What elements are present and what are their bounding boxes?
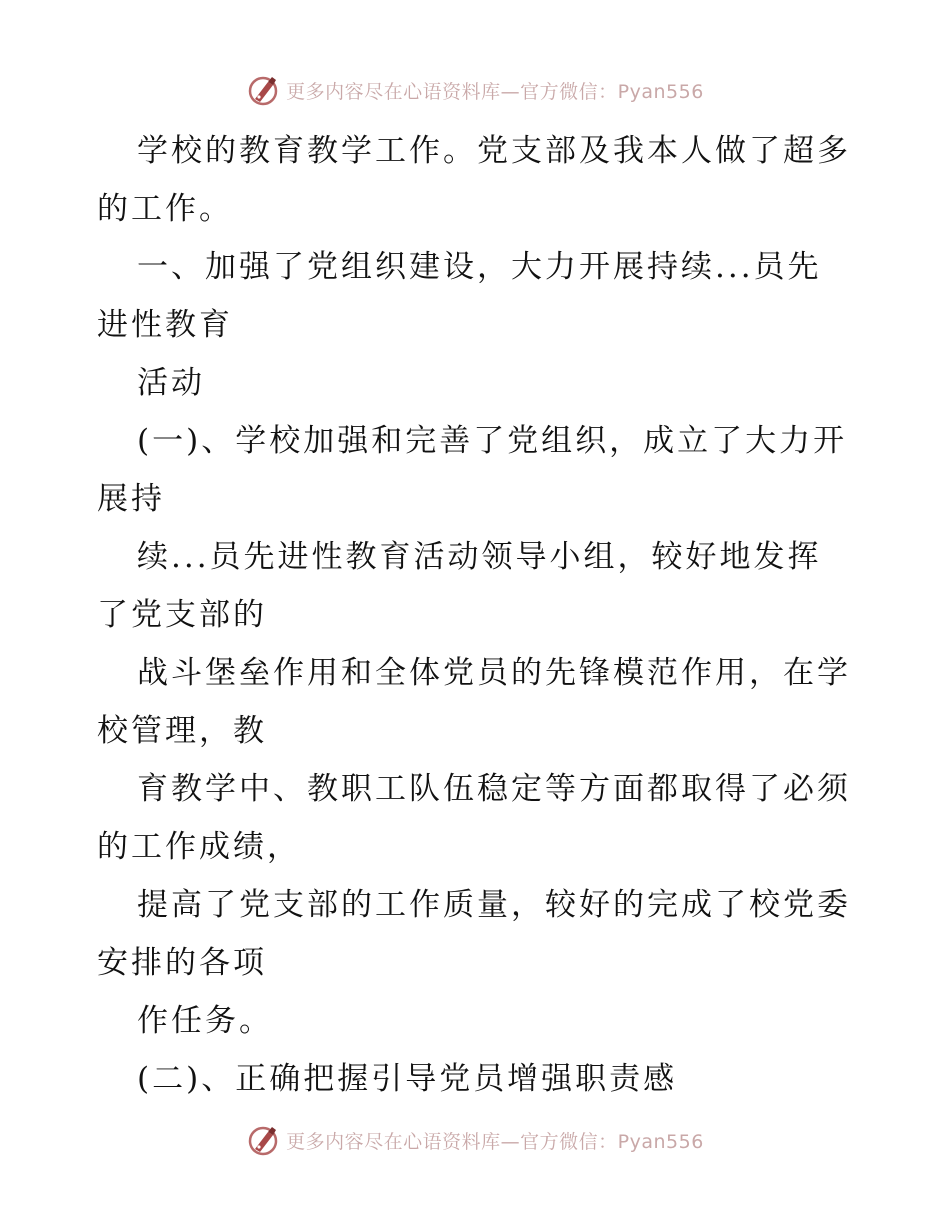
header-banner — [0, 70, 950, 110]
pen-nib-logo-icon — [246, 1123, 280, 1157]
text-line: (二)、正确把握引导党员增强职责感 — [137, 1061, 678, 1097]
text-line: 一、加强了党组织建设，大力开展持续...员先 — [137, 249, 822, 285]
text-line: 续...员先进性教育活动领导小组，较好地发挥 — [137, 539, 822, 575]
text-line: 提高了党支部的工作质量，较好的完成了校党委 — [137, 887, 851, 923]
text-line: 活动 — [137, 365, 205, 401]
text-line: 安排的各项 — [97, 945, 267, 981]
text-line: 展持 — [97, 481, 165, 517]
text-line: 了党支部的 — [97, 597, 267, 633]
text-line: 育教学中、教职工队伍稳定等方面都取得了必须 — [137, 771, 851, 807]
text-line: 进性教育 — [97, 307, 233, 343]
text-line: (一)、学校加强和完善了党组织，成立了大力开 — [137, 423, 848, 459]
text-line: 的工作。 — [97, 191, 233, 227]
footer-banner-text: 更多内容尽在心语资料库—官方微信：Pyan556 — [286, 1130, 704, 1153]
text-line: 战斗堡垒作用和全体党员的先锋模范作用，在学 — [137, 655, 851, 691]
header-banner-text: 更多内容尽在心语资料库—官方微信：Pyan556 — [286, 80, 704, 103]
pen-nib-logo-icon — [246, 73, 280, 107]
text-line: 作任务。 — [137, 1003, 273, 1039]
text-line: 校管理，教 — [97, 713, 267, 749]
text-line: 学校的教育教学工作。党支部及我本人做了超多 — [137, 133, 851, 169]
text-line: 的工作成绩， — [97, 829, 301, 865]
document-body — [97, 122, 857, 1108]
footer-banner — [0, 1120, 950, 1160]
